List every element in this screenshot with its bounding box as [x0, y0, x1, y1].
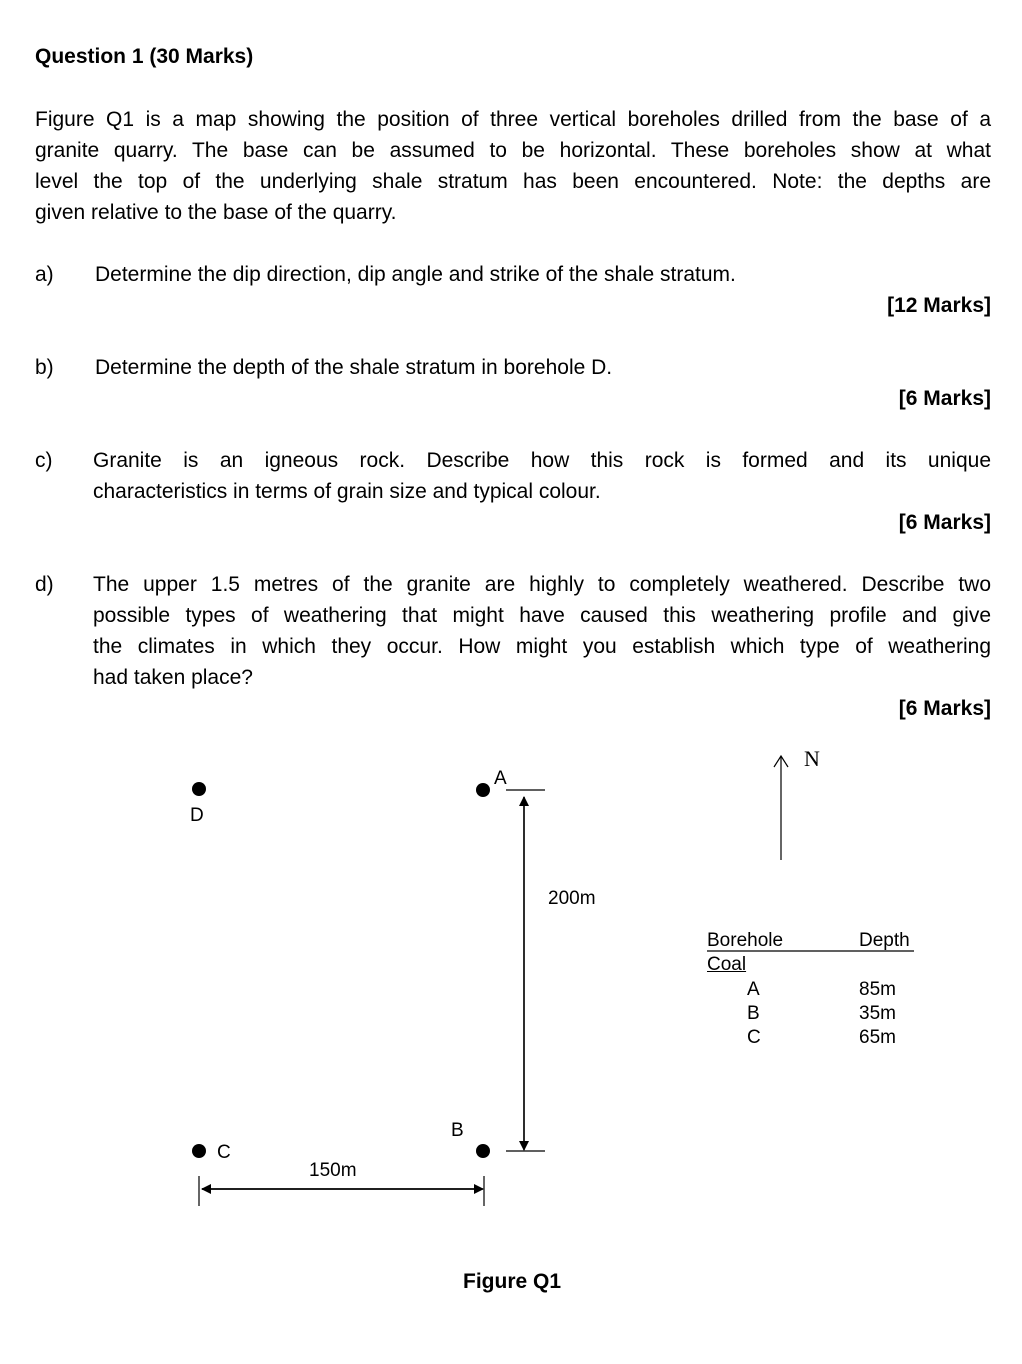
part-d-line-2: possible types of weathering that might have caused this weathering profile and give — [93, 604, 991, 627]
table-row-c-depth: 65m — [859, 1027, 896, 1048]
table-row-b-depth: 35m — [859, 1003, 896, 1024]
part-d-label: d) — [35, 573, 54, 596]
part-c-marks: [6 Marks] — [898, 511, 991, 534]
part-c-label: c) — [35, 449, 53, 472]
question-title: Question 1 (30 Marks) — [35, 45, 254, 68]
part-a-label: a) — [35, 263, 54, 286]
table-row-a-borehole: A — [747, 979, 760, 1000]
intro-line-3: level the top of the underlying shale stratum has been encountered. Note: the depths are — [35, 170, 991, 193]
part-a-marks: [12 Marks] — [887, 294, 991, 317]
part-c-line-1: Granite is an igneous rock. Describe how this rock is formed and its unique — [93, 449, 991, 472]
table-row-a-depth: 85m — [859, 979, 896, 1000]
table-row-b-borehole: B — [747, 1003, 760, 1024]
borehole-b-label: B — [451, 1120, 464, 1141]
part-d-line-1: The upper 1.5 metres of the granite are highly to completely weathered. Describe two — [93, 573, 991, 596]
table-header-depth: Depth — [859, 930, 910, 951]
part-c-line-2: characteristics in terms of grain size and typical colour. — [93, 480, 601, 503]
part-d-line-3: the climates in which they occur. How might you establish which type of weathering — [93, 635, 991, 658]
dim-horizontal-label: 150m — [309, 1160, 357, 1181]
table-header-borehole: Borehole — [707, 930, 784, 951]
borehole-c-marker — [192, 1144, 206, 1158]
intro-line-1: Figure Q1 is a map showing the position of three vertical boreholes drilled from the base of a — [35, 108, 991, 131]
north-label: N — [804, 746, 820, 771]
part-d-line-4: had taken place? — [93, 666, 253, 689]
borehole-a-label: A — [494, 768, 507, 789]
borehole-d-label: D — [190, 805, 204, 826]
part-b-label: b) — [35, 356, 54, 379]
intro-line-4: given relative to the base of the quarry. — [35, 201, 397, 224]
table-header-coal: Coal — [707, 954, 747, 975]
part-a-line-1: Determine the dip direction, dip angle and strike of the shale stratum. — [95, 263, 736, 286]
borehole-d-marker — [192, 782, 206, 796]
part-b-line-1: Determine the depth of the shale stratum in borehole D. — [95, 356, 613, 379]
borehole-a-marker — [476, 783, 490, 797]
table-row-c-borehole: C — [747, 1027, 761, 1048]
part-b-marks: [6 Marks] — [898, 387, 991, 410]
borehole-b-marker — [476, 1144, 490, 1158]
borehole-c-label: C — [217, 1142, 231, 1163]
intro-line-2: granite quarry. The base can be assumed to be horizontal. These boreholes show at what — [35, 139, 991, 162]
part-d-marks: [6 Marks] — [898, 697, 991, 720]
figure-caption: Figure Q1 — [463, 1270, 562, 1293]
dim-vertical-label: 200m — [548, 888, 596, 909]
